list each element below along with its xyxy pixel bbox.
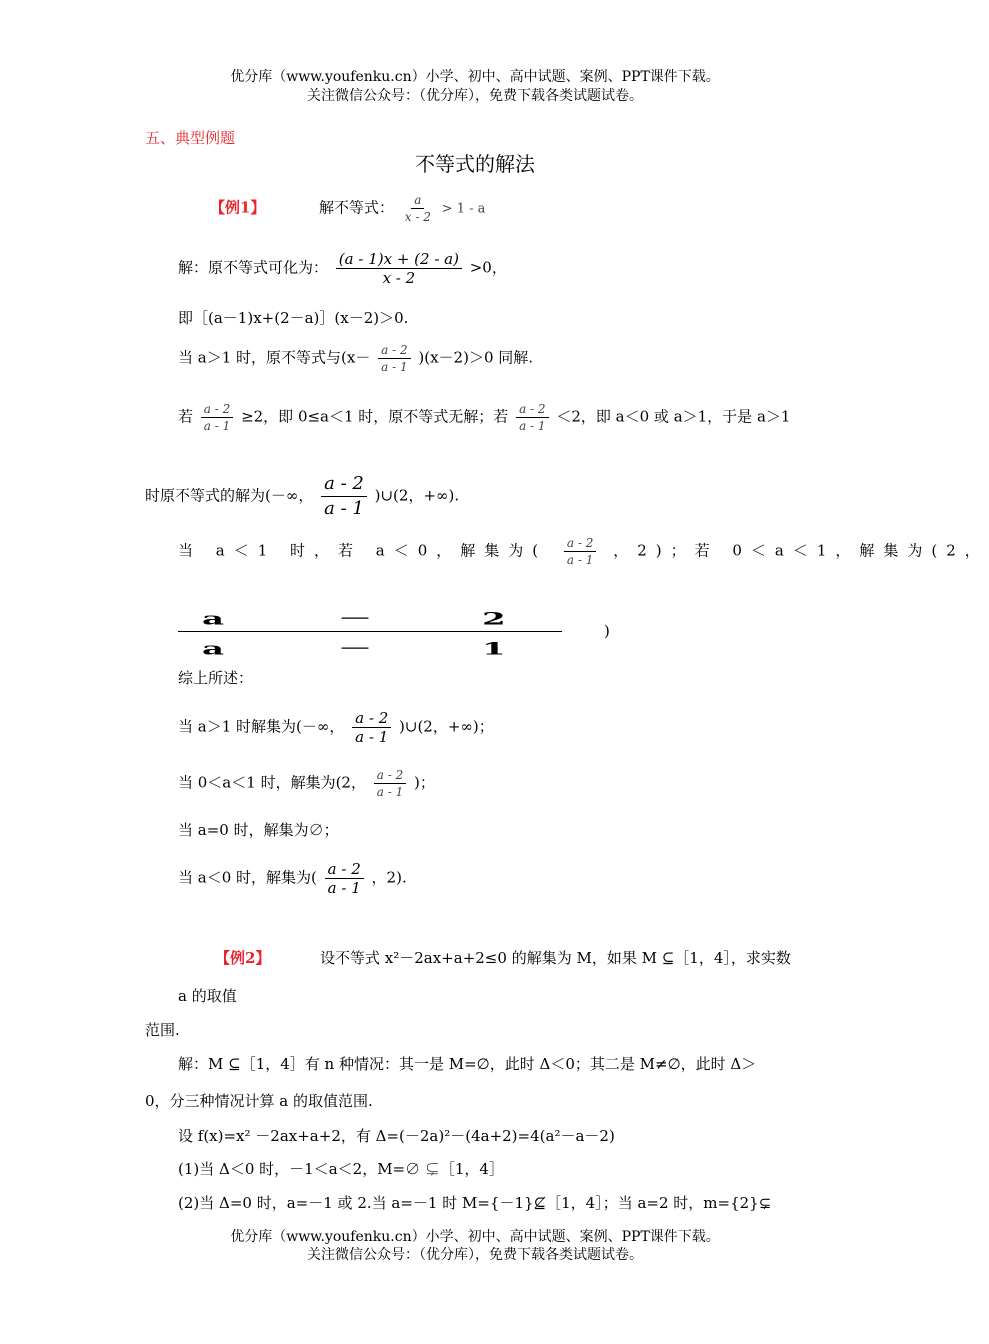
numerator-a: a bbox=[202, 609, 225, 629]
fraction: $\frac{a - 2}{a - 1}$ bbox=[378, 342, 410, 375]
example-2-line-3: 范围. bbox=[145, 1021, 180, 1039]
solution-line-6 bbox=[178, 535, 989, 568]
text: 设不等式 x²－2ax+a+2≤0 的解集为 M，如果 M ⊆［1，4］，求实数 bbox=[320, 949, 791, 967]
text: >0， bbox=[469, 258, 507, 277]
section-title: 五、典型例题 bbox=[145, 129, 236, 147]
footer-line-1: 优分库（www.youfenku.cn）小学、初中、高中试题、案例、PPT课件下载。 bbox=[230, 1229, 720, 1245]
example-1-label: 【例1】 bbox=[210, 198, 266, 217]
numerator-2: 2 bbox=[482, 609, 506, 629]
text: )(x－2)＞0 同解. bbox=[418, 348, 534, 367]
solution-line-1 bbox=[178, 250, 507, 287]
text: 若 bbox=[178, 407, 194, 426]
example-2-line-2: a 的取值 bbox=[178, 987, 237, 1005]
doc-title: 不等式的解法 bbox=[415, 152, 535, 176]
text: 当 a＞1 时解集为(－∞， bbox=[178, 717, 345, 736]
example-2-solution-2: 0，分三种情况计算 a 的取值范围. bbox=[145, 1092, 373, 1110]
text: ＜2，即 a＜0 或 a＞1，于是 a＞1 bbox=[556, 407, 791, 426]
summary-line-4 bbox=[178, 860, 407, 897]
example-2-line bbox=[215, 946, 791, 970]
close-paren: ) bbox=[604, 622, 610, 640]
denominator-minus: － bbox=[338, 639, 372, 659]
solution-line-2: 即［(a－1)x+(2－a)］(x－2)＞0. bbox=[178, 309, 409, 327]
fraction: $\frac{a - 2}{a - 1}$ bbox=[564, 535, 596, 568]
text: ，2). bbox=[371, 868, 407, 887]
header-line-2: 关注微信公众号：（优分库），免费下载各类试题试卷。 bbox=[307, 88, 643, 104]
denominator-a: a bbox=[202, 639, 225, 659]
text: )； bbox=[414, 773, 435, 792]
text: 时原不等式的解为(－∞， bbox=[145, 486, 314, 505]
text: 当 a＞1 时，原不等式与(x－ bbox=[178, 348, 371, 367]
rhs: > 1 - a bbox=[441, 201, 486, 217]
solution-line-3 bbox=[178, 342, 533, 375]
example-2-label: 【例2】 bbox=[215, 949, 271, 967]
fraction: $\frac{a - 2}{a - 1}$ bbox=[321, 472, 367, 521]
summary-heading: 综上所述： bbox=[178, 669, 254, 687]
text: 当 a＜0 时，解集为( bbox=[178, 868, 317, 887]
example-1-line bbox=[210, 192, 485, 225]
example-2-case-1: (1)当 Δ＜0 时，－1＜a＜2，M=∅ ⊊［1，4］ bbox=[178, 1160, 504, 1178]
example-2-solution-1: 解：M ⊆［1，4］有 n 种情况：其一是 M=∅，此时 Δ＜0；其二是 M≠∅，此时 Δ＞ bbox=[178, 1055, 757, 1073]
text: 当 0＜a＜1 时，解集为(2， bbox=[178, 773, 366, 792]
fraction: $\frac{a - 2}{a - 1}$ bbox=[516, 401, 548, 434]
footer-line-2: 关注微信公众号：（优分库），免费下载各类试题试卷。 bbox=[307, 1247, 643, 1263]
example-1-prompt: 解不等式： bbox=[319, 198, 395, 217]
solution-line-5 bbox=[145, 472, 459, 521]
header-line-1: 优分库（www.youfenku.cn）小学、初中、高中试题、案例、PPT课件下载。 bbox=[230, 69, 720, 85]
solution-line-4 bbox=[178, 401, 790, 434]
summary-line-3: 当 a=0 时，解集为∅； bbox=[178, 821, 339, 839]
text: ，2)；若 0＜a＜1，解集为(2， bbox=[613, 541, 989, 560]
fraction: $\frac{a - 2}{a - 1}$ bbox=[201, 401, 233, 434]
summary-line-2 bbox=[178, 767, 435, 800]
fraction-bar bbox=[178, 631, 562, 632]
fraction: $\frac{a - 2}{a - 1}$ bbox=[374, 767, 406, 800]
text: 当 a＜1 时，若 a＜0，解集为( bbox=[178, 541, 548, 560]
fraction: $\frac{a - 2}{a - 1}$ bbox=[352, 709, 391, 746]
fraction: $\frac{a}{x - 2}$ bbox=[404, 193, 431, 224]
summary-line-1 bbox=[178, 709, 494, 746]
text: )∪(2，+∞). bbox=[374, 486, 460, 505]
fraction: $\frac{(a - 1)x + (2 - a)}{x - 2}$ bbox=[336, 250, 462, 287]
example-2-solution-3: 设 f(x)=x² －2ax+a+2，有 Δ=(－2a)²－(4a+2)=4(a²－a－2) bbox=[178, 1127, 615, 1145]
text: )∪(2，+∞)； bbox=[399, 717, 494, 736]
example-2-case-2: (2)当 Δ=0 时，a=－1 或 2.当 a=－1 时 M={－1}⊈［1，4］；当 a=2 时，m={2}⊊ bbox=[178, 1194, 772, 1212]
stretched-fraction bbox=[178, 600, 562, 659]
numerator-minus: － bbox=[338, 609, 372, 629]
denominator-1: 1 bbox=[482, 639, 506, 659]
text: ≥2，即 0≤a＜1 时，原不等式无解；若 bbox=[241, 407, 509, 426]
text: 解：原不等式可化为： bbox=[178, 258, 329, 277]
fraction: $\frac{a - 2}{a - 1}$ bbox=[325, 860, 364, 897]
